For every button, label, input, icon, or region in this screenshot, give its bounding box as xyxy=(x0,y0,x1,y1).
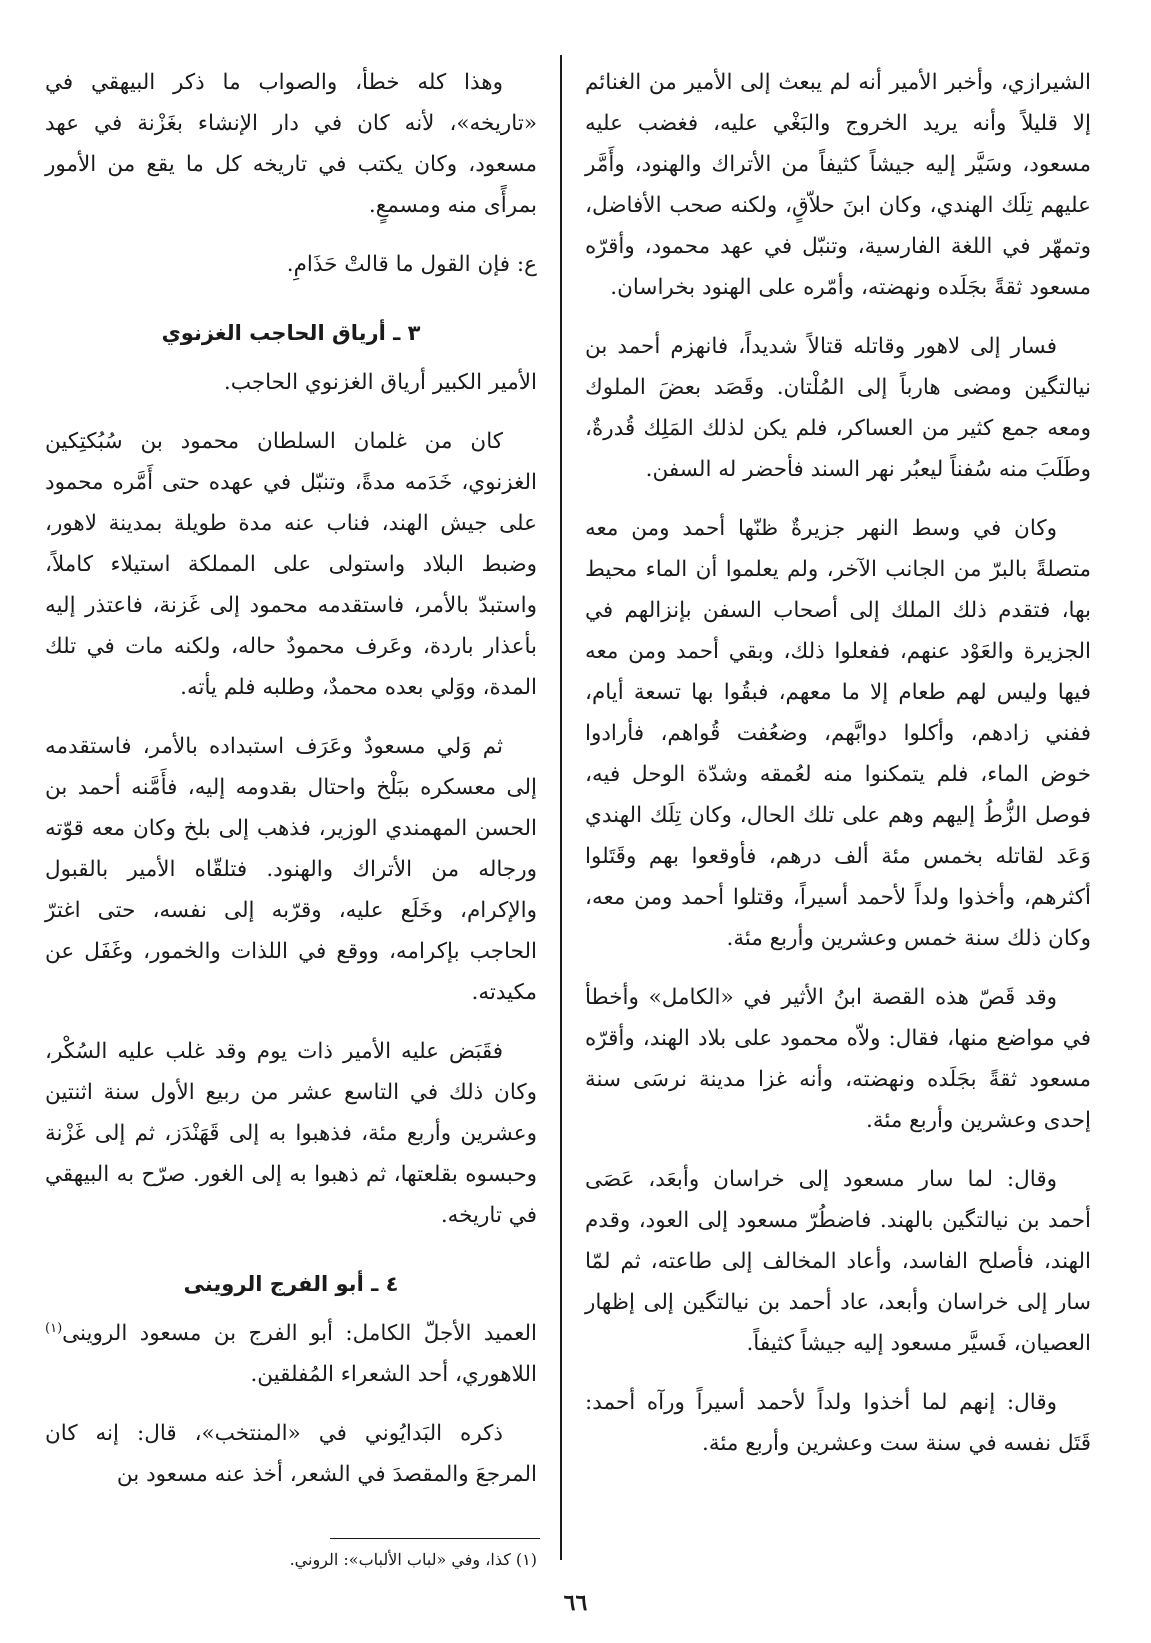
section-heading: ٤ ـ أبو الفرج الروينى xyxy=(183,1272,399,1296)
entry-subtitle-text: العميد الأجلّ الكامل: أبو الفرج بن مسعود الروينى xyxy=(62,1321,537,1346)
left-column xyxy=(45,62,537,1513)
entry-subtitle xyxy=(45,1313,537,1395)
paragraph: ذكره البَدايُوني في «المنتخب»، قال: إنه كان المرجعَ والمقصدَ في الشعر، أخذ عنه مسعود بن xyxy=(45,1421,537,1487)
paragraph: وقال: إنهم لما أخذوا ولداً لأحمد أسيراً ورآه أحمد: قَتَل نفسه في سنة ست وعشرين وأربع مئة. xyxy=(585,1390,1091,1456)
entry-subtitle: الأمير الكبير أرياق الغزنوي الحاجب. xyxy=(223,370,537,395)
paragraph: وقال: لما سار مسعود إلى خراسان وأبعَد، عَصَى أحمد بن نيالتگين بالهند. فاضطُرّ مسعود إلى العود، وقدم الهند، فأصلح الفاسد، وأعاد المخالف إلى طاعته، ثم لمّا سار إلى خراسان وأبعد، عاد أحمد بن نيالتگين إلى إظهار العصيان، فَسيَّر مسعود إليه جيشاً كثيفاً. xyxy=(585,1167,1091,1356)
paragraph: وهذا كله خطأ، والصواب ما ذكر البيهقي في «تاريخه»، لأنه كان في دار الإنشاء بغَزْنة في عهد مسعود، وكان يكتب في تاريخه كل ما يقع من الأمور بمرأًى منه ومسمعٍ. xyxy=(45,70,537,218)
entry-subtitle-text: اللاهوري، أحد الشعراء المُفلقين. xyxy=(250,1362,537,1387)
paragraph: وقد قَصّ هذه القصة ابنُ الأثير في «الكامل» وأخطأ في مواضع منها، فقال: ولاّه محمود على بلاد الهند، وأقرّه مسعود ثقةً بجَلَده ونهضته، وأنه غزا مدينة نرسَى سنة إحدى وعشرين وأربع مئة. xyxy=(585,985,1091,1133)
right-column xyxy=(585,62,1091,1482)
paragraph: ثم وَلي مسعودٌ وعَرَف استبداده بالأمر، فاستقدمه إلى معسكره ببَلْخ واحتال بقدومه إليه، فأَمَّنه أحمد بن الحسن المهمندي الوزير، فذهب إلى بلخ وكان معه قوّته ورجاله من الأتراك والهنود. فتلقّاه الأمير بالقبول والإكرام، وخَلَع عليه، وقرّبه إلى نفسه، حتى اغترّ الحاجب بإكرامه، ووقع في اللذات والخمور، وغَفَل عن مكيدته. xyxy=(45,734,537,1005)
paragraph: كان من غلمان السلطان محمود بن سُبُكتِكين الغزنوي، خَدَمه مدةً، وتنبّل في عهده حتى أَمَّره محمود على جيش الهند، فناب عنه مدة طويلة بمدينة لاهور، وضبط البلاد واستولى على المملكة استيلاء كاملاً، واستبدّ بالأمر، فاستقدمه محمود إلى غَزنة، فاعتذر إليه بأعذار باردة، وعَرف محمودٌ حاله، ولكنه مات في تلك المدة، ووَلي بعده محمدٌ، وطلبه فلم يأته. xyxy=(45,429,537,700)
column-divider xyxy=(560,55,562,1560)
section-heading: ٣ ـ أرياق الحاجب الغزنوي xyxy=(161,321,421,345)
paragraph: فسار إلى لاهور وقاتله قتالاً شديداً، فانهزم أحمد بن نيالتگين ومضى هارباً إلى المُلْتان. وقَصَد بعضَ الملوك ومعه جمع كثير من العساكر، فلم يكن لذلك المَلِك قُدرةٌ، وطَلَبَ منه سُفناً ليعبُر نهر السند فأحضر له السفن. xyxy=(585,334,1091,482)
paragraph: وكان في وسط النهر جزيرةٌ ظنّها أحمد ومن معه متصلةً بالبرّ من الجانب الآخر، ولم يعلموا أن الماء محيط بها، فتقدم ذلك الملك إلى أصحاب السفن بإنزالهم في الجزيرة والعَوْد عنهم، ففعلوا ذلك، وبقي أحمد ومن معه فيها وليس لهم طعام إلا ما معهم، فبقُوا بها تسعة أيام، ففني زادهم، وأكلوا دوابَّهم، وضعُفت قُواهم، فأرادوا خوض الماء، فلم يتمكنوا منه لعُمقه وشدّة الوحل فيه، فوصل الزُّطُ إليهم وهم على تلك الحال، وكان تِلَك الهندي وَعَد لقاتله بخمس مئة ألف درهم، فأوقعوا بهم وقَتَلوا أكثرهم، وأخذوا ولداً لأحمد أسيراً، وقتلوا أحمد ومن معه، وكان ذلك سنة خمس وعشرين وأربع مئة. xyxy=(585,516,1091,951)
paragraph: فقَبَض عليه الأمير ذات يوم وقد غلب عليه السُكْر، وكان ذلك في التاسع عشر من ربيع الأول سنة اثنتين وعشرين وأربع مئة، فذهبوا به إلى قَهَنْدَز، ثم إلى غَزْنة وحبسوه بقلعتها، ثم ذهبوا به إلى الغور. صرّح به البيهقي في تاريخه. xyxy=(45,1039,537,1228)
footnote: (١) كذا، وفي «لباب الألباب»: الروني. xyxy=(289,1550,537,1569)
verse-line: ع: فإن القول ما قالتْ حَذَامِ. xyxy=(286,252,537,277)
paragraph: الشيرازي، وأخبر الأمير أنه لم يبعث إلى الأمير من الغنائم إلا قليلاً وأنه يريد الخروج والبَغْي عليه، فغضب عليه مسعود، وسَيَّر إليه جيشاً كثيفاً من الأتراك والهنود، وأَمَّر عليهم تِلَك الهندي، وكان ابنَ حلاّقٍ، ولكنه صحب الأفاضل، وتمهّر في اللغة الفارسية، وتنبّل في عهد محمود، وأقرّه مسعود ثقةً بجَلَده ونهضته، وأمّره على الهنود بخراسان. xyxy=(585,70,1091,300)
footnote-divider xyxy=(330,1538,540,1539)
footnote-marker: (١) xyxy=(45,1320,63,1336)
page-number: ٦٦ xyxy=(563,1590,588,1616)
